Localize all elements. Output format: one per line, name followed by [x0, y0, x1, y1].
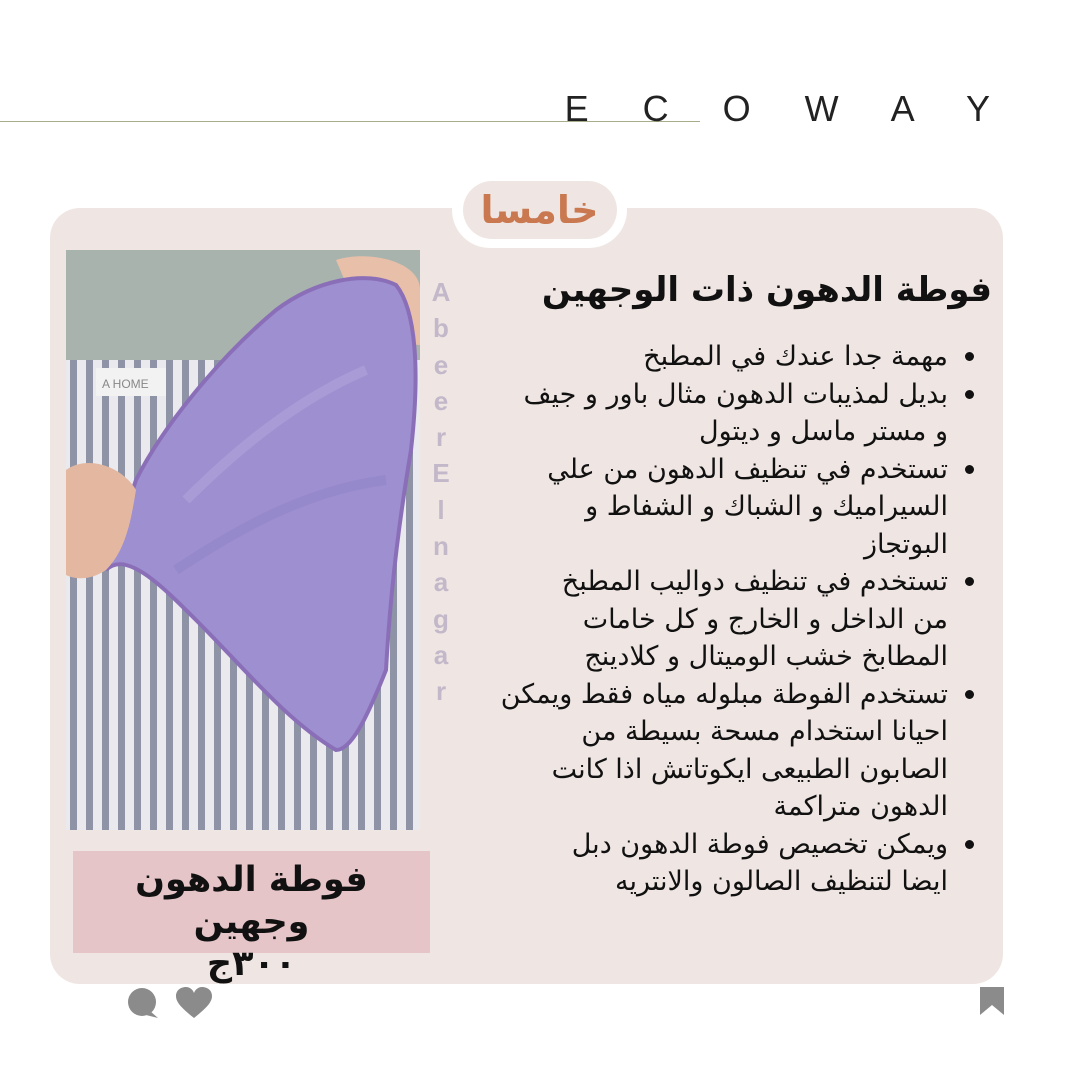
feature-line: السيراميك و الشباك و الشفاط و: [585, 491, 948, 522]
apron-stripe: [118, 360, 125, 830]
apron-stripe: [86, 360, 93, 830]
heart-icon[interactable]: [175, 986, 213, 1024]
price-amount: ٣٠٠ج: [206, 944, 297, 984]
product-photo: [66, 250, 420, 830]
feature-item: [448, 338, 948, 376]
feature-line: تستخدم في تنظيف دواليب المطبخ: [561, 566, 948, 597]
watermark-letter: l: [437, 494, 445, 525]
watermark-letter: b: [433, 313, 449, 344]
feature-line: تستخدم الفوطة مبلوله مياه فقط ويمكن: [500, 678, 948, 710]
product-title: فوطة الدهون ذات الوجهين: [541, 270, 992, 310]
price-product-name: فوطة الدهون وجهين: [135, 860, 368, 942]
watermark-letter: A: [431, 277, 451, 307]
feature-item: [448, 376, 948, 451]
watermark-letter: e: [433, 349, 449, 380]
feature-line: مهمة جدا عندك في المطبخ: [643, 341, 948, 372]
feature-line: تستخدم في تنظيف الدهون من علي: [547, 453, 948, 485]
feature-line: ويمكن تخصيص فوطة الدهون دبل: [571, 828, 948, 860]
feature-item: [448, 676, 948, 826]
feature-line: البوتجاز: [863, 528, 948, 560]
feature-line: احيانا استخدام مسحة بسيطة من: [581, 716, 948, 747]
watermark-letter: r: [435, 676, 447, 707]
feature-list: [448, 338, 948, 901]
feature-item: [448, 826, 948, 901]
feature-line: و مستر ماسل و ديتول: [698, 416, 948, 447]
watermark-letter: g: [433, 603, 449, 634]
apron-stripe: [134, 360, 141, 830]
brand-logo: E C O W A Y: [564, 88, 1012, 129]
bookmark-icon[interactable]: [979, 986, 1005, 1020]
feature-line: ايضا لتنظيف الصالون والانتريه: [614, 866, 948, 897]
watermark-letter: e: [433, 385, 449, 416]
feature-line: بديل لمذيبات الدهون مثال باور و جيف: [523, 378, 948, 410]
section-tag: [452, 172, 627, 248]
watermark-letter: a: [433, 639, 449, 670]
apron-stripe: [102, 360, 109, 830]
watermark-letter: E: [432, 458, 450, 489]
watermark-letter: a: [433, 567, 449, 598]
feature-item: [448, 451, 948, 564]
apron-stripe: [150, 360, 157, 830]
feature-line: من الداخل و الخارج و كل خامات: [582, 603, 948, 635]
section-tag-label: خامسا: [463, 181, 617, 239]
watermark-letter: r: [435, 422, 447, 453]
price-box: [73, 851, 430, 984]
feature-line: الدهون متراكمة: [773, 791, 948, 822]
feature-item: [448, 563, 948, 676]
apron-stripe: [70, 360, 77, 830]
feature-line: المطابخ خشب الوميتال و كلادينج: [584, 641, 948, 672]
comment-icon[interactable]: [126, 987, 160, 1023]
apron-label: A HOME: [102, 377, 149, 391]
watermark-letter: n: [433, 531, 449, 562]
feature-line: الصابون الطبيعى ايكوتاتش اذا كانت: [551, 753, 948, 785]
